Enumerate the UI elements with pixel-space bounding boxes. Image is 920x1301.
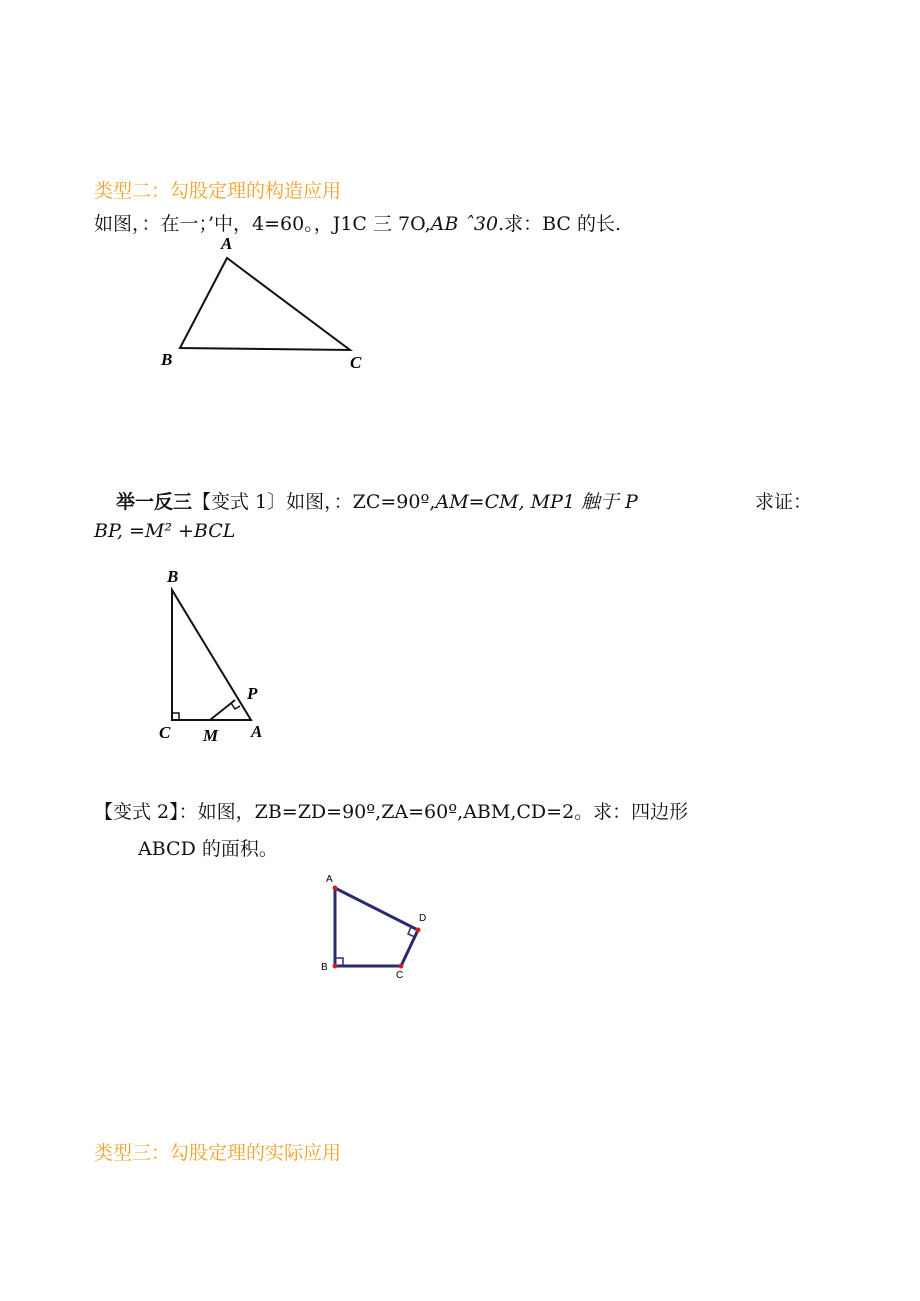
vertex-label-a3: A (326, 874, 333, 885)
triangle-abc (180, 258, 350, 350)
quadrilateral-figure (316, 868, 441, 980)
vertex-label-c3: C (396, 970, 404, 980)
example-prompt-start: 如图，：在一；’中，4=60。，J1C 三 7O, (94, 213, 431, 235)
right-triangle-figure (150, 560, 280, 750)
vertex-label-c2: C (159, 723, 171, 742)
vertex-label-a: A (221, 234, 233, 253)
vertex-label-d3: D (419, 913, 427, 924)
vertex-label-b3: B (321, 962, 328, 973)
variant2-line2: ABCD 的面积。 (138, 838, 278, 860)
vertex-dot-c (399, 964, 404, 969)
section2-heading: 类型二：勾股定理的构造应用 (94, 180, 342, 202)
vertex-dot-a (333, 886, 338, 891)
variant1-lead: 举一反三 (116, 491, 193, 513)
quadrilateral-abcd (335, 888, 418, 966)
vertex-label-b: B (161, 350, 173, 369)
triangle-bca (172, 590, 251, 720)
triangle-abc-figure (150, 228, 390, 378)
vertex-label-b2: B (167, 567, 179, 586)
vertex-dot-b (333, 964, 338, 969)
vertex-label-p: P (247, 684, 258, 703)
right-angle-mark-c (172, 713, 179, 720)
variant2-line1: 【变式 2】：如图，ZB=ZD=90º,ZA=60º,ABM,CD=2。求：四边形 (94, 801, 689, 823)
right-angle-mark-p (231, 703, 240, 709)
vertex-label-c: C (350, 353, 362, 372)
variant1-prove-statement: BP, =M² +BCL (94, 520, 236, 542)
vertex-dot-d (416, 928, 421, 933)
section3-heading: 类型三：勾股定理的实际应用 (94, 1142, 342, 1164)
example-prompt-end: 求：BC 的长. (504, 213, 622, 235)
vertex-label-m: M (203, 726, 219, 745)
variant1-line1 (116, 487, 638, 514)
variant1-prove-label: 求证： (755, 491, 813, 513)
variant1-tag: 【变式 1〕如图，：ZC=90º, (192, 491, 436, 513)
example-prompt-italic: AB ˆ30. (430, 213, 505, 235)
variant1-condition: AM=CM, MP1 触于 P (435, 491, 638, 513)
vertex-label-a2: A (251, 722, 263, 741)
